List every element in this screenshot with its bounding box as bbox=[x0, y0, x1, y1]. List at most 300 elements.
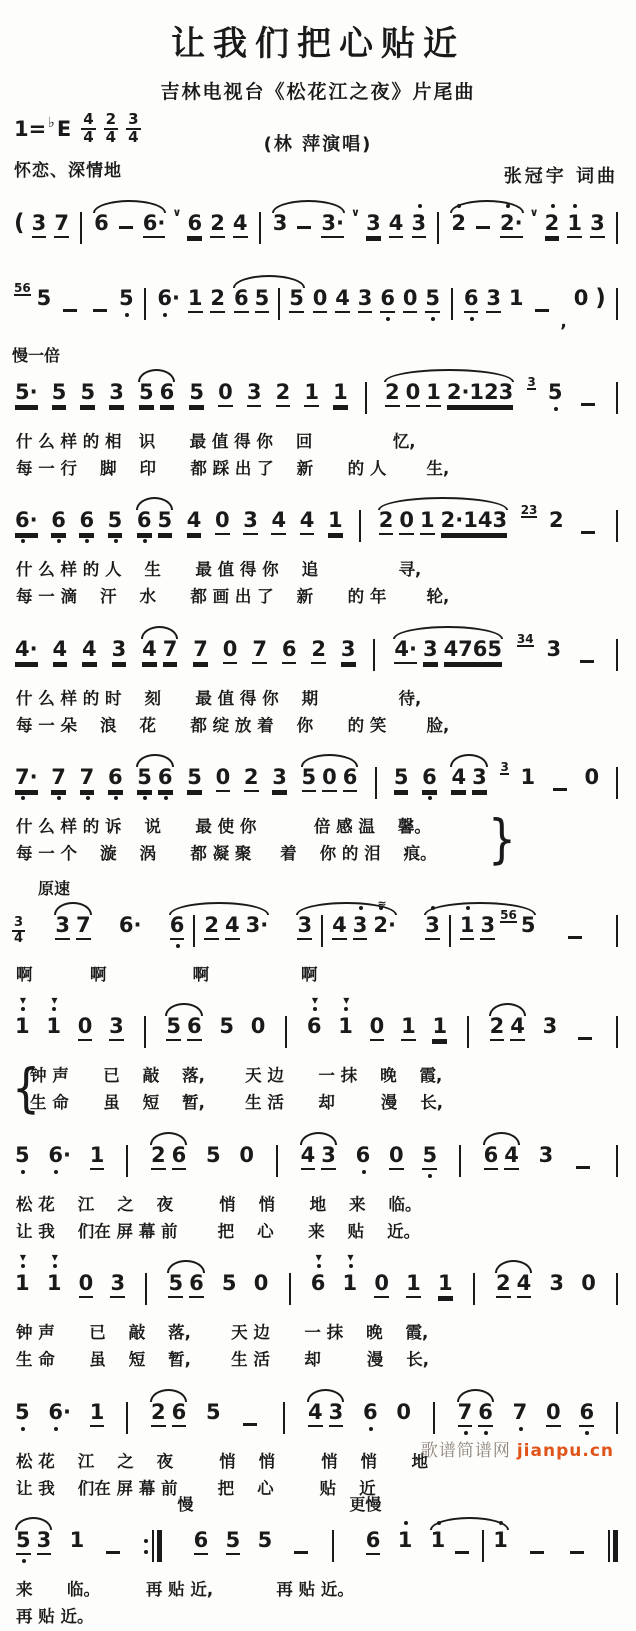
barline bbox=[278, 288, 280, 320]
time-signature: $\frac{2}{4}$ bbox=[105, 110, 117, 146]
watermark-site: 歌谱简谱网 bbox=[420, 1441, 511, 1461]
note: 3 bbox=[358, 288, 373, 313]
note: 6 bbox=[137, 510, 152, 535]
note: 6 bbox=[94, 211, 109, 235]
note: 0 bbox=[581, 1271, 596, 1296]
octave-dot-low bbox=[427, 304, 439, 325]
note: 2·123 bbox=[447, 382, 513, 407]
dash-note bbox=[576, 1166, 590, 1169]
watermark bbox=[421, 1436, 614, 1461]
note: 2 bbox=[204, 915, 219, 940]
slur-group bbox=[12, 1530, 55, 1555]
key-prefix: 1= bbox=[14, 116, 47, 141]
expression-marking: 怀恋、深情地 bbox=[14, 160, 122, 181]
note: 7 bbox=[252, 639, 267, 664]
barline bbox=[467, 1016, 469, 1048]
note: 3 bbox=[109, 382, 124, 407]
octave-dot-low bbox=[50, 1157, 62, 1178]
slur-group bbox=[147, 1142, 190, 1170]
barline bbox=[616, 1145, 618, 1177]
octave-dot-high bbox=[569, 204, 581, 225]
note: 2 bbox=[490, 1016, 505, 1041]
trill-icon: ≈ bbox=[377, 896, 385, 910]
slur-group bbox=[297, 1142, 340, 1170]
note: 6 bbox=[343, 767, 358, 792]
note: 3 bbox=[546, 636, 562, 661]
note: 6 bbox=[484, 1145, 499, 1170]
note: 1 bbox=[304, 382, 319, 407]
barline bbox=[259, 212, 261, 244]
parenthesis: ) bbox=[595, 285, 606, 311]
note: 1 ▼ bbox=[15, 1253, 30, 1296]
page-title: 让我们把心贴近 bbox=[171, 24, 465, 64]
final-barline bbox=[608, 1530, 618, 1562]
subtitle: 吉林电视台《松花江之夜》片尾曲 bbox=[160, 81, 476, 103]
grace-note: 34 bbox=[516, 631, 534, 646]
slur-group bbox=[162, 1016, 205, 1041]
dash-note bbox=[568, 936, 582, 939]
barline bbox=[449, 915, 451, 947]
note: 5 bbox=[257, 1528, 273, 1553]
note: 5 bbox=[255, 288, 270, 313]
header-meta bbox=[10, 106, 626, 190]
note: 5 bbox=[15, 1402, 30, 1423]
barline bbox=[126, 1402, 128, 1434]
note: 1 bbox=[460, 915, 475, 940]
note: 2· bbox=[500, 213, 523, 238]
note: 5 bbox=[16, 1530, 31, 1555]
breath-comma-icon: , bbox=[560, 312, 567, 332]
octave-dot-low bbox=[358, 1157, 370, 1178]
note: 7 bbox=[458, 1402, 473, 1427]
note: 1 bbox=[90, 1145, 105, 1170]
lyrics-line: 每 一 滴 汗 水 都 画 出 了 新 的 年 轮, bbox=[16, 587, 450, 607]
octave-dot-low bbox=[17, 1414, 29, 1435]
octave-dot-low bbox=[110, 783, 122, 804]
note: 5 bbox=[422, 1145, 437, 1170]
music-system bbox=[10, 619, 626, 739]
dash-note bbox=[476, 226, 490, 229]
note: 4765 bbox=[444, 639, 502, 664]
grace-note: 3 bbox=[500, 760, 509, 775]
music-system bbox=[10, 747, 626, 871]
note: 5 bbox=[168, 1273, 183, 1298]
slur-group bbox=[447, 767, 490, 792]
note: 2 bbox=[545, 213, 560, 238]
note: 6 bbox=[187, 1016, 202, 1041]
sheet-music-page bbox=[0, 16, 636, 1631]
note: 3 bbox=[425, 915, 440, 940]
notation-line bbox=[10, 996, 626, 1063]
note: 7 bbox=[163, 639, 178, 664]
note: 1 ▼ bbox=[15, 996, 30, 1039]
lyrics-block bbox=[16, 962, 626, 989]
note: 6· bbox=[15, 510, 38, 535]
octave-dot-low bbox=[466, 304, 478, 325]
note: 6 bbox=[478, 1402, 493, 1427]
notation-line bbox=[10, 619, 626, 686]
slur-group bbox=[51, 912, 94, 940]
note: 3 bbox=[37, 1530, 52, 1555]
note: 0 bbox=[239, 1142, 255, 1167]
accent-icon: ▼ bbox=[311, 996, 318, 1006]
barline bbox=[473, 1273, 475, 1305]
lyrics-line: 来 临。 再 贴 近, 再 贴 近。 bbox=[16, 1580, 354, 1600]
tempo-label: 慢一倍 bbox=[12, 346, 61, 365]
note: 0 bbox=[79, 1273, 94, 1298]
note: 6 ▼ bbox=[306, 996, 322, 1039]
note: 5 bbox=[166, 1016, 181, 1041]
octave-dot-low bbox=[17, 1157, 29, 1178]
note: 1 bbox=[420, 510, 435, 535]
barline bbox=[616, 1402, 618, 1434]
octave-dot-low bbox=[139, 526, 151, 547]
slur-group bbox=[492, 1273, 535, 1298]
note: 2 bbox=[210, 213, 225, 238]
slur-group bbox=[166, 912, 272, 948]
note: 4 bbox=[300, 510, 315, 535]
octave-dot-high bbox=[400, 1521, 412, 1542]
barline bbox=[373, 639, 375, 671]
note: 2 bbox=[210, 288, 225, 313]
music-system bbox=[10, 996, 626, 1120]
note: 6· bbox=[157, 288, 180, 309]
octave-dot-low bbox=[121, 300, 133, 321]
note: 1 ▼ bbox=[46, 996, 62, 1039]
note: 2 bbox=[276, 382, 291, 407]
dash-note bbox=[297, 226, 311, 229]
note: 6 bbox=[380, 288, 395, 313]
octave-dot-high bbox=[17, 1264, 29, 1285]
octave-dot-low bbox=[53, 526, 65, 547]
barline bbox=[365, 382, 367, 414]
note: 4 bbox=[225, 915, 240, 940]
note: 6 bbox=[189, 1273, 204, 1298]
barline bbox=[616, 767, 618, 799]
slur-group bbox=[454, 1399, 497, 1427]
barline bbox=[359, 510, 361, 542]
lyrics-line: 什 么 样 的 诉 说 最 使 你 倍 感 温 馨。 bbox=[16, 817, 431, 837]
note: 0 bbox=[253, 1271, 269, 1296]
note: 6· bbox=[48, 1145, 71, 1166]
note: 7 bbox=[513, 1402, 528, 1423]
accent-icon: ▼ bbox=[315, 1253, 322, 1263]
note: 4 bbox=[332, 915, 347, 940]
dash-note bbox=[63, 309, 77, 312]
time-signature: $\frac{3}{4}$ bbox=[128, 110, 139, 146]
lyrics-line: 每 一 行 脚 印 都 踩 出 了 新 的 人 生, bbox=[16, 458, 450, 478]
note: 0 bbox=[396, 1399, 412, 1424]
lyrics-block bbox=[16, 429, 626, 482]
note: 0 bbox=[218, 382, 233, 407]
lyrics-block bbox=[16, 1320, 626, 1373]
composer-credit: 张冠宇 词曲 bbox=[503, 166, 618, 187]
octave-dot-low bbox=[172, 931, 184, 952]
note: 6 bbox=[79, 510, 94, 535]
note: 6 bbox=[579, 1402, 594, 1427]
lyrics-line: 生 命 虽 短 暂, 生 活 却 漫 长, bbox=[16, 1350, 430, 1370]
note: 5 bbox=[108, 510, 123, 535]
slur-group bbox=[486, 1016, 529, 1041]
dash-note bbox=[106, 1551, 120, 1554]
barline bbox=[616, 510, 618, 542]
note: 3 bbox=[366, 213, 381, 238]
slur-group bbox=[293, 896, 399, 948]
note: 3 bbox=[341, 639, 356, 664]
octave-dot-low bbox=[82, 783, 94, 804]
notation-line bbox=[10, 267, 626, 335]
note: 4 bbox=[142, 639, 157, 664]
barline bbox=[193, 915, 195, 947]
barline bbox=[482, 1530, 484, 1562]
octave-dot-low bbox=[515, 1414, 527, 1435]
grace-note: 23 bbox=[520, 503, 538, 518]
octave-dot-high bbox=[313, 1264, 325, 1285]
note: 1 bbox=[398, 1530, 413, 1551]
note: 2 bbox=[151, 1145, 166, 1170]
octave-dot-low bbox=[50, 1414, 62, 1435]
music-system bbox=[10, 192, 626, 259]
octave-dot-high bbox=[547, 204, 559, 225]
octave-dot-high bbox=[453, 204, 465, 225]
note: 1 bbox=[406, 1273, 421, 1298]
lyrics-line: 每 一 个 漩 涡 都 凝 聚 着 你 的 泪 痕。 bbox=[16, 844, 437, 864]
slur-group bbox=[90, 213, 169, 238]
notation-line bbox=[10, 362, 626, 429]
slur-group bbox=[375, 510, 511, 535]
octave-dot-high bbox=[17, 1007, 29, 1028]
note: 3 bbox=[472, 767, 487, 792]
performer: (林 萍演唱) bbox=[263, 134, 373, 155]
dash-note bbox=[578, 1037, 592, 1040]
note: 2· ≈ bbox=[373, 896, 396, 937]
slur-group bbox=[421, 907, 539, 948]
barline bbox=[289, 1273, 291, 1305]
lyrics-brace: { bbox=[12, 1058, 40, 1120]
note: 5 bbox=[189, 382, 204, 407]
note: 2 bbox=[549, 508, 564, 533]
dash-note bbox=[93, 309, 107, 312]
notation-line bbox=[10, 747, 626, 814]
lyrics-line: 什 么 样 的 人 生 最 值 得 你 追 寻, bbox=[16, 560, 422, 580]
lyrics-line: 再 贴 近。 bbox=[16, 1606, 94, 1626]
note: 2·143 bbox=[441, 510, 507, 535]
note: 5 bbox=[302, 767, 317, 792]
note: 5 bbox=[137, 767, 152, 792]
note: 6 bbox=[108, 767, 123, 792]
note: 7 bbox=[80, 767, 95, 792]
octave-dot-low bbox=[17, 783, 29, 804]
music-system bbox=[10, 1125, 626, 1245]
octave-dot-low bbox=[17, 526, 29, 547]
note: 0 bbox=[374, 1273, 389, 1298]
dash-note bbox=[570, 1551, 584, 1554]
slur-group bbox=[135, 382, 178, 407]
octave-dot-low bbox=[139, 783, 151, 804]
dash-note bbox=[553, 788, 567, 791]
lyrics-block bbox=[16, 686, 626, 739]
note: 4 bbox=[53, 639, 68, 664]
lyrics-block bbox=[16, 557, 626, 610]
barline bbox=[283, 1402, 285, 1434]
slur-group bbox=[133, 510, 176, 535]
octave-dot-high bbox=[495, 1521, 507, 1542]
note: 5 bbox=[36, 286, 52, 310]
note: 4 bbox=[510, 1016, 525, 1041]
accent-icon: ▼ bbox=[51, 1253, 58, 1263]
note: 6 bbox=[464, 288, 479, 313]
octave-dot-high bbox=[340, 1007, 352, 1028]
note: 3 bbox=[272, 211, 288, 235]
dash-note bbox=[243, 1423, 257, 1426]
dash-note bbox=[581, 531, 595, 534]
note: 0 bbox=[250, 1014, 266, 1039]
slur-group bbox=[164, 1273, 207, 1298]
note: 3 bbox=[423, 639, 438, 664]
note: 3 bbox=[243, 510, 258, 535]
note: 7 bbox=[54, 213, 69, 238]
note: 3· bbox=[245, 912, 269, 937]
music-system bbox=[10, 490, 626, 610]
note: 6 bbox=[422, 767, 437, 792]
note: 4 bbox=[335, 288, 350, 313]
note: 2 bbox=[451, 213, 466, 234]
grace-note: 56 bbox=[500, 907, 517, 922]
note: 7 bbox=[51, 767, 66, 792]
octave-dot-low bbox=[18, 1546, 30, 1567]
flat-icon: ♭ bbox=[48, 114, 55, 131]
note: 1 bbox=[431, 1530, 446, 1551]
note: 4· bbox=[394, 639, 417, 664]
lyrics-line: 什 么 样 的 时 刻 最 值 得 你 期 待, bbox=[16, 688, 422, 708]
note: 0 bbox=[573, 286, 589, 310]
barline bbox=[616, 288, 618, 320]
dash-note bbox=[455, 1551, 469, 1554]
barline bbox=[321, 915, 323, 947]
note: 5 bbox=[206, 1142, 221, 1167]
note: 4 bbox=[451, 767, 466, 792]
note: 7· bbox=[15, 767, 38, 792]
note: 6 bbox=[366, 1530, 381, 1555]
note: 5 bbox=[289, 288, 304, 313]
lyrics-line: 松 花 江 之 夜 悄 悄 地 来 临。 bbox=[16, 1194, 422, 1214]
note: 2 bbox=[496, 1273, 511, 1298]
accent-icon: ▼ bbox=[347, 1253, 354, 1263]
notation-line: 5 3 1 慢 6 5 5 更慢 6 1 1 1 bbox=[10, 1510, 626, 1577]
dash-note bbox=[119, 226, 133, 229]
note: 4 bbox=[517, 1273, 532, 1298]
key-letter: E bbox=[56, 116, 72, 141]
barline bbox=[616, 382, 618, 414]
lyrics-line: 什 么 样 的 相 识 最 值 得 你 回 忆, bbox=[16, 432, 416, 451]
note: 0 bbox=[322, 767, 337, 792]
note: 2 bbox=[151, 1402, 166, 1427]
note: 6· bbox=[48, 1402, 71, 1423]
octave-dot-high bbox=[345, 1264, 357, 1285]
parenthesis: ( bbox=[14, 210, 25, 236]
note: 2 bbox=[385, 382, 400, 407]
breath-mark-icon: ∨ bbox=[172, 206, 182, 219]
lyrics-block bbox=[16, 1192, 626, 1245]
octave-dot-low bbox=[81, 526, 93, 547]
barline bbox=[145, 1273, 147, 1305]
note: 1 bbox=[69, 1528, 85, 1553]
music-system bbox=[10, 1495, 626, 1630]
note: 2 bbox=[311, 639, 326, 664]
dash-note bbox=[580, 660, 594, 663]
note: 3 bbox=[109, 1016, 124, 1041]
note: 3 bbox=[321, 1145, 336, 1170]
dash-note bbox=[535, 309, 549, 312]
note: 0 bbox=[546, 1402, 561, 1427]
tempo-label: 原速 bbox=[38, 878, 71, 898]
slur-group bbox=[147, 1399, 190, 1427]
note: 0 bbox=[313, 288, 328, 313]
note: 1 bbox=[567, 213, 582, 238]
note: 6 bbox=[51, 510, 66, 535]
barline bbox=[459, 1145, 461, 1177]
note: 0 bbox=[389, 1145, 404, 1170]
watermark-domain: jianpu.cn bbox=[516, 1441, 614, 1461]
note: 5 bbox=[226, 1530, 241, 1555]
note: 5 bbox=[139, 382, 154, 407]
octave-dot-low bbox=[365, 1414, 377, 1435]
note: 4· bbox=[15, 639, 38, 664]
slur-group bbox=[138, 636, 181, 664]
note: 4 bbox=[308, 1402, 323, 1427]
note: 6 bbox=[187, 213, 202, 238]
note: 5 bbox=[520, 912, 536, 937]
note: 2 bbox=[379, 510, 394, 535]
breath-mark-icon: ∨ bbox=[529, 206, 539, 219]
note: 5 bbox=[219, 1014, 234, 1039]
breath-mark-icon: ∨ bbox=[351, 206, 360, 219]
note: 1 bbox=[328, 510, 343, 535]
lyrics-block bbox=[16, 1577, 626, 1630]
note: 4 bbox=[233, 213, 248, 238]
octave-dot-low bbox=[424, 1161, 436, 1182]
note: 5 bbox=[80, 382, 95, 407]
barline bbox=[616, 1273, 618, 1305]
notation-line bbox=[10, 490, 626, 557]
dash-note bbox=[581, 403, 595, 406]
lyrics-line: 让 我 们在 屏 幕 前 把 心 来 贴 近。 bbox=[16, 1221, 421, 1241]
barline bbox=[437, 212, 439, 244]
music-system bbox=[10, 1253, 626, 1373]
octave-dot-high bbox=[309, 1007, 321, 1028]
note: 3 bbox=[297, 915, 312, 940]
barline bbox=[144, 1016, 146, 1048]
note: 1 ▼ bbox=[46, 1253, 62, 1296]
grace-note: 3 bbox=[527, 375, 536, 389]
barline bbox=[80, 212, 82, 244]
note: 6· bbox=[143, 213, 166, 238]
note: 0 bbox=[216, 767, 231, 792]
notation-line bbox=[10, 1125, 626, 1192]
lyrics-line: 每 一 朵 浪 花 都 绽 放 着 你 的 笑 脸, bbox=[16, 715, 450, 735]
note: 1 bbox=[493, 1530, 508, 1551]
note: 5 bbox=[394, 767, 409, 792]
note: 3 bbox=[32, 213, 47, 238]
note: 3 bbox=[112, 639, 127, 664]
note: 3 bbox=[55, 915, 70, 940]
slur-group bbox=[390, 636, 506, 664]
note: 4 bbox=[389, 213, 404, 238]
barline bbox=[126, 1145, 128, 1177]
grace-note: 56 bbox=[14, 281, 31, 295]
note: 0 bbox=[584, 765, 600, 790]
note: 5 bbox=[187, 767, 202, 792]
